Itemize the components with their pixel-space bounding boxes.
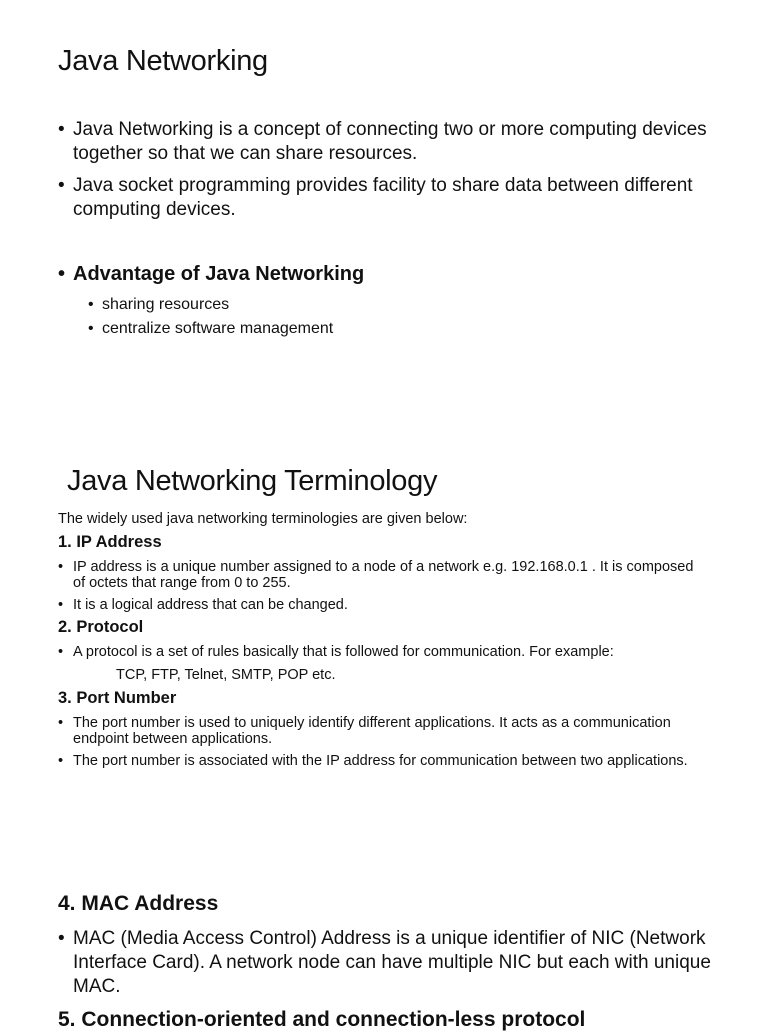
slide2-title: Java Networking Terminology xyxy=(67,465,438,497)
mac-heading: 4. MAC Address xyxy=(58,892,219,915)
ip-bullet-list xyxy=(58,559,698,619)
list-item: • Java Networking is a concept of connecting two or more computing devices together so that we can share resources. xyxy=(58,118,718,166)
list-item: • Java socket programming provides facility to share data between different computing devices. xyxy=(58,174,718,222)
mac-bullet-list xyxy=(58,927,718,999)
list-item: • A protocol is a set of rules basically that is followed for communication. For example: xyxy=(58,644,738,660)
port-bullet-list xyxy=(58,715,698,775)
intro-text: The widely used java networking terminologies are given below: xyxy=(58,511,468,527)
list-item: • The port number is used to uniquely identify different applications. It acts as a communication endpoint between applications. xyxy=(58,715,698,747)
list-item: • centralize software management xyxy=(88,317,688,341)
list-item: • The port number is associated with the IP address for communication between two applications. xyxy=(58,753,698,769)
slide1-bullet-list xyxy=(58,118,718,230)
advantage-list xyxy=(58,262,718,294)
port-heading: 3. Port Number xyxy=(58,689,177,707)
advantage-heading: • Advantage of Java Networking xyxy=(58,262,718,286)
list-item: • IP address is a unique number assigned to a node of a network e.g. 192.168.0.1 . It is composed of octets that range from 0 to 255. xyxy=(58,559,698,591)
protocol-bullet-list xyxy=(58,644,738,666)
ip-heading: 1. IP Address xyxy=(58,533,162,551)
slide1-title: Java Networking xyxy=(58,45,268,77)
list-item: • It is a logical address that can be changed. xyxy=(58,597,698,613)
connection-heading: 5. Connection-oriented and connection-less protocol xyxy=(58,1008,586,1031)
list-item: • MAC (Media Access Control) Address is a unique identifier of NIC (Network Interface Card). A network node can have multiple NIC but each with unique MAC. xyxy=(58,927,718,999)
advantage-sublist xyxy=(88,293,688,341)
list-item: • sharing resources xyxy=(88,293,688,317)
protocol-examples: TCP, FTP, Telnet, SMTP, POP etc. xyxy=(116,667,336,683)
protocol-heading: 2. Protocol xyxy=(58,618,144,636)
